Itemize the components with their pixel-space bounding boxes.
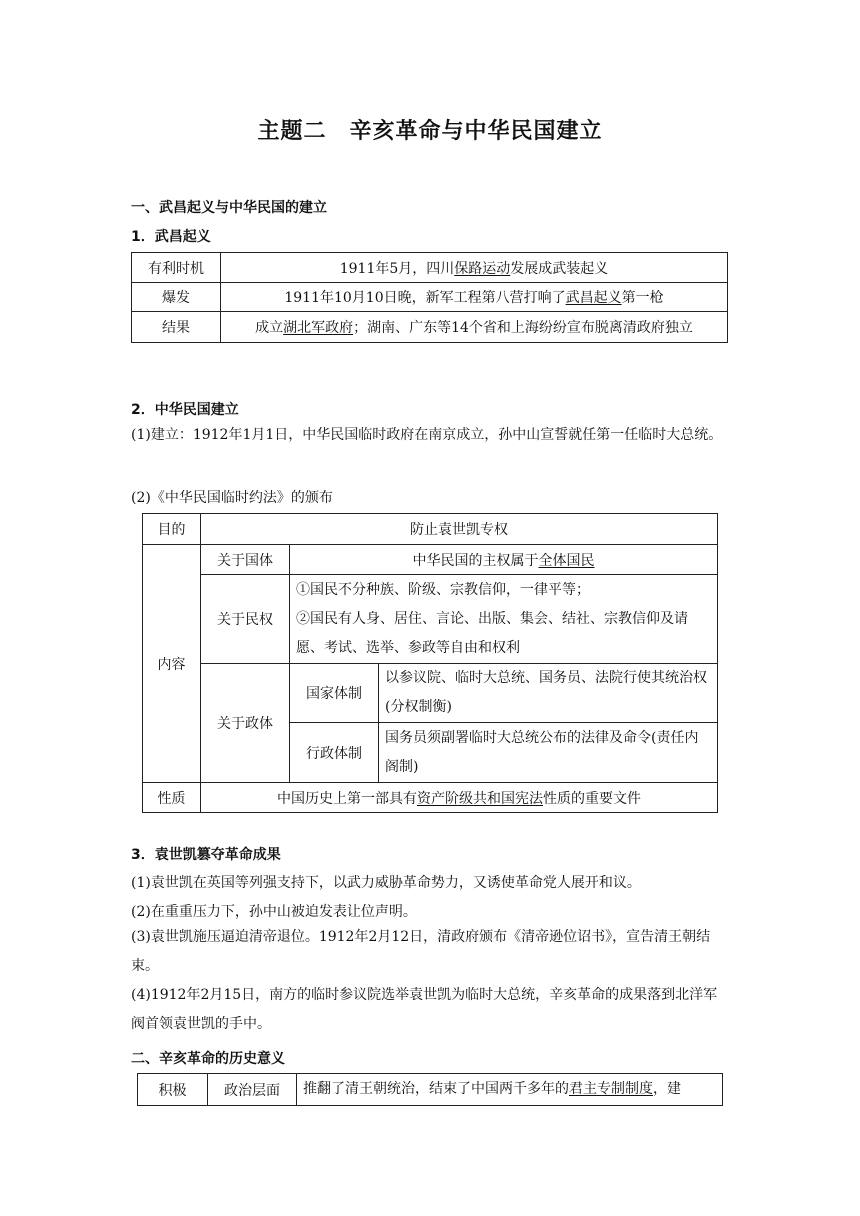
row-label: 国家体制 [290, 664, 379, 723]
row-label: 目的 [143, 514, 201, 545]
table-row [138, 1074, 723, 1106]
table-row [143, 783, 718, 813]
table-row [143, 664, 718, 723]
row-label: 积极 [138, 1074, 208, 1106]
paragraph: (1)建立：1912年1月1日，中华民国临时政府在南京成立，孙中山宣誓就任第一任临时大总统。 [131, 427, 723, 443]
paragraph: (2)《中华民国临时约法》的颁布 [131, 490, 333, 506]
table-row [132, 253, 728, 283]
row-content: 防止袁世凯专权 [201, 514, 718, 545]
provisional-constitution-table [142, 513, 718, 813]
row-content: 国务员须副署临时大总统公布的法律及命令(责任内阁制) [379, 723, 718, 783]
row-label: 关于国体 [201, 545, 290, 575]
table-row [143, 545, 718, 575]
row-content: 推翻了清王朝统治，结束了中国两千多年的君主专制制度，建 [297, 1074, 723, 1106]
row-content: 中国历史上第一部具有资产阶级共和国宪法性质的重要文件 [201, 783, 718, 813]
row-content: 1911年10月10日晚，新军工程第八营打响了武昌起义第一枪 [221, 283, 728, 312]
row-label: 关于政体 [201, 664, 290, 783]
row-content: 以参议院、临时大总统、国务员、法院行使其统治权(分权制衡) [379, 664, 718, 723]
paragraph: (4)1912年2月15日，南方的临时参议院选举袁世凯为临时大总统，辛亥革命的成果落到北洋军阀首领袁世凯的手中。 [131, 987, 718, 1032]
paragraph: (2)在重重压力下，孙中山被迫发表让位声明。 [131, 904, 417, 920]
table-row [132, 312, 728, 343]
row-label: 爆发 [132, 283, 221, 312]
row-content: 中华民国的主权属于全体国民 [290, 545, 718, 575]
page-title: 主题二 辛亥革命与中华民国建立 [257, 119, 603, 144]
table-row [143, 514, 718, 545]
row-content: ①国民不分种族、阶级、宗教信仰，一律平等； ②国民有人身、居住、言论、出版、集会、结社、宗教信仰及请愿、考试、选举、参政等自由和权利 [290, 575, 718, 664]
row-label: 性质 [143, 783, 201, 813]
row-label: 行政体制 [290, 723, 379, 783]
paragraph: (1)袁世凯在英国等列强支持下，以武力威胁革命势力，又诱使革命党人展开和议。 [131, 875, 641, 891]
row-label: 政治层面 [208, 1074, 297, 1106]
significance-table [137, 1073, 723, 1106]
section-heading-1: 一、武昌起义与中华民国的建立 [131, 200, 327, 216]
table-row [132, 283, 728, 312]
paragraph: (3)袁世凯施压逼迫清帝退位。1912年2月12日，清政府颁布《清帝逊位诏书》，宣告清王朝结束。 [131, 929, 711, 974]
table-row [143, 575, 718, 664]
row-label: 结果 [132, 312, 221, 343]
subheading-wuchang: 1．武昌起义 [131, 229, 211, 245]
subheading-roc: 2．中华民国建立 [131, 402, 239, 418]
section-heading-2: 二、辛亥革命的历史意义 [131, 1051, 285, 1067]
subheading-yuan: 3．袁世凯篡夺革命成果 [131, 847, 281, 863]
row-label: 内容 [143, 545, 201, 783]
row-content: 1911年5月，四川保路运动发展成武装起义 [221, 253, 728, 283]
wuchang-table [131, 252, 728, 343]
row-content: 成立湖北军政府；湖南、广东等14个省和上海纷纷宣布脱离清政府独立 [221, 312, 728, 343]
row-label: 关于民权 [201, 575, 290, 664]
row-label: 有利时机 [132, 253, 221, 283]
